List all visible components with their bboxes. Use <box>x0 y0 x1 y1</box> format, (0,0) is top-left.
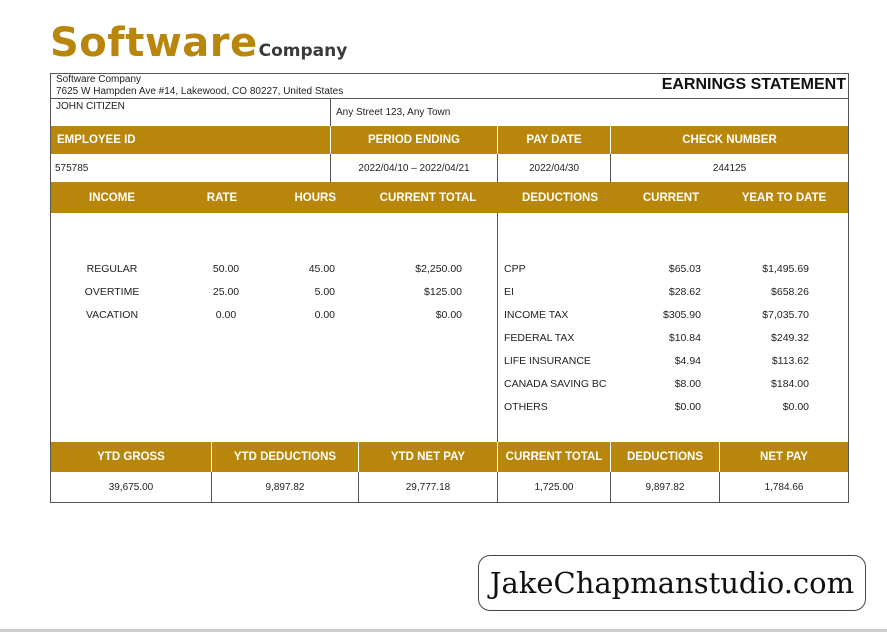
income-header: INCOME <box>89 191 135 204</box>
summary-current-total-header: CURRENT TOTAL <box>498 442 610 472</box>
deduction-current: $28.62 <box>668 286 701 298</box>
hours-header: HOURS <box>294 191 336 204</box>
deduction-ytd: $658.26 <box>771 286 809 298</box>
net-pay-header: NET PAY <box>720 442 848 472</box>
pay-date-value: 2022/04/30 <box>528 162 580 174</box>
statement-title: EARNINGS STATEMENT <box>661 76 846 93</box>
divider <box>50 98 849 99</box>
logo-main-text: Software <box>50 20 258 66</box>
ytd-deductions-value: 9,897.82 <box>265 481 305 493</box>
deduction-ytd: $1,495.69 <box>762 263 809 275</box>
deduction-label: FEDERAL TAX <box>504 332 575 344</box>
deduction-ytd: $184.00 <box>771 378 809 390</box>
income-rate: 25.00 <box>212 286 240 298</box>
ytd-gross-value: 39,675.00 <box>108 481 154 493</box>
check-number-value: 244125 <box>712 162 747 174</box>
deduction-label: OTHERS <box>504 401 548 413</box>
income-rate: 50.00 <box>212 263 240 275</box>
income-total: $125.00 <box>424 286 462 298</box>
deduction-current: $65.03 <box>668 263 701 275</box>
net-pay-value: 1,784.66 <box>764 481 804 493</box>
employee-id-header: EMPLOYEE ID <box>51 126 330 154</box>
company-name: Software Company <box>56 74 142 85</box>
deduction-current: $4.94 <box>674 355 701 367</box>
period-ending-header: PERIOD ENDING <box>331 126 497 154</box>
company-address: 7625 W Hampden Ave #14, Lakewood, CO 80227, United States <box>56 86 344 97</box>
summary-deductions-value: 9,897.82 <box>645 481 685 493</box>
deduction-ytd: $7,035.70 <box>762 309 809 321</box>
pay-date-header: PAY DATE <box>498 126 610 154</box>
current-total-header: CURRENT TOTAL <box>379 191 477 204</box>
deduction-label: CPP <box>504 263 526 275</box>
income-rate: 0.00 <box>215 309 237 321</box>
deduction-ytd: $0.00 <box>782 401 809 413</box>
income-hours: 45.00 <box>308 263 335 275</box>
income-label: REGULAR <box>86 263 138 275</box>
summary-deductions-header: DEDUCTIONS <box>611 442 719 472</box>
check-number-header: CHECK NUMBER <box>611 126 848 154</box>
deduction-current: $8.00 <box>674 378 701 390</box>
deduction-current: $305.90 <box>663 309 701 321</box>
ytd-header: YEAR TO DATE <box>741 191 827 204</box>
deduction-label: LIFE INSURANCE <box>504 355 591 367</box>
income-hours: 0.00 <box>314 309 335 321</box>
deduction-ytd: $249.32 <box>771 332 809 344</box>
income-total: $2,250.00 <box>415 263 462 275</box>
ytd-gross-header: YTD GROSS <box>51 442 211 472</box>
watermark: JakeChapmanstudio.com <box>478 555 866 611</box>
rate-header: RATE <box>206 191 238 204</box>
deduction-label: INCOME TAX <box>504 309 569 321</box>
logo-sub-text: Company <box>258 41 348 61</box>
deduction-label: CANADA SAVING BC <box>504 378 607 390</box>
ytd-deductions-header: YTD DEDUCTIONS <box>212 442 358 472</box>
deduction-current: $10.84 <box>668 332 701 344</box>
current-header: CURRENT <box>642 191 700 204</box>
income-label: VACATION <box>85 309 139 321</box>
ytd-net-pay-header: YTD NET PAY <box>359 442 497 472</box>
divider <box>497 213 498 442</box>
income-hours: 5.00 <box>314 286 335 298</box>
deduction-current: $0.00 <box>674 401 701 413</box>
deductions-header: DEDUCTIONS <box>521 191 599 204</box>
period-ending-value: 2022/04/10 – 2022/04/21 <box>358 162 470 174</box>
ytd-net-pay-value: 29,777.18 <box>405 481 451 493</box>
employee-address: Any Street 123, Any Town <box>336 107 451 118</box>
deduction-label: EI <box>504 286 514 298</box>
summary-current-total-value: 1,725.00 <box>534 481 574 493</box>
employee-name: JOHN CITIZEN <box>56 101 125 112</box>
divider <box>330 98 331 126</box>
deduction-ytd: $113.62 <box>771 355 809 367</box>
employee-id-value: 575785 <box>55 162 89 174</box>
company-logo <box>50 20 347 66</box>
income-total: $0.00 <box>435 309 462 321</box>
income-label: OVERTIME <box>84 286 140 298</box>
